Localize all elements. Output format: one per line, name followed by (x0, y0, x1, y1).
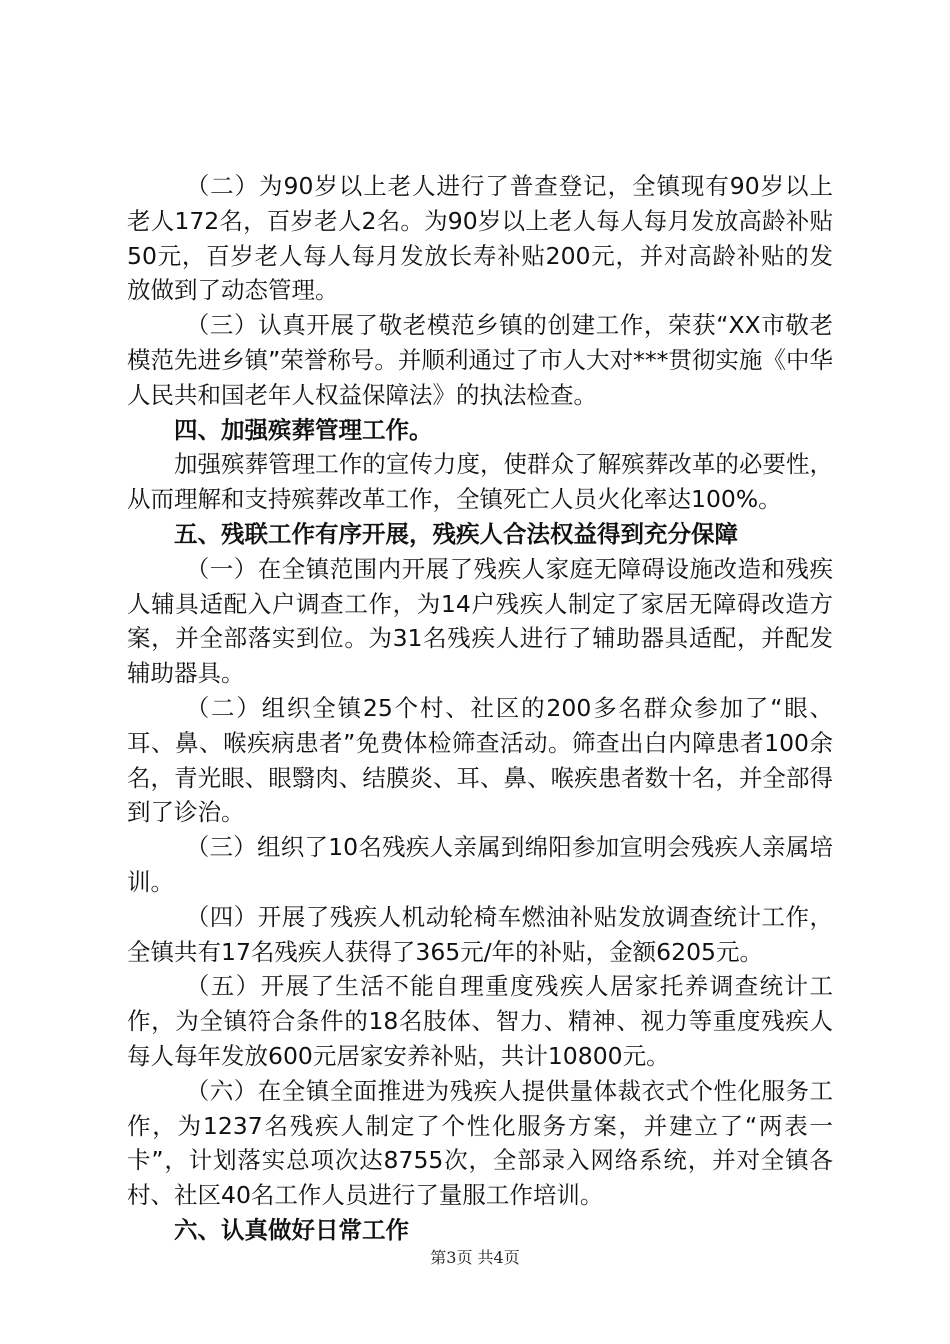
paragraph-barrier-free: （一）在全镇范围内开展了残疾人家庭无障碍设施改造和残疾人辅具适配入户调查工作，为14户残疾人制定了家居无障碍改造方案，并全部落实到位。为31名残疾人进行了辅助器具适配，并配发辅助器具。 (127, 554, 833, 688)
paragraph-model-town: （三）认真开展了敬老模范乡镇的创建工作，荣获“XX市敬老模范先进乡镇”荣誉称号。并顺利通过了市人大对***贯彻实施《中华人民共和国老年人权益保障法》的执法检查。 (127, 311, 833, 409)
paragraph-health-screening: （二）组织全镇25个村、社区的200多名群众参加了“眼、耳、鼻、喉疾病患者”免费体检筛查活动。筛查出白内障患者100余名，青光眼、眼翳肉、结膜炎、耳、鼻、喉疾患者数十名，并全部得到了诊治。 (127, 693, 833, 827)
paragraph-family-training: （三）组织了10名残疾人亲属到绵阳参加宣明会残疾人亲属培训。 (127, 833, 833, 896)
paragraph-personalized-service: （六）在全镇全面推进为残疾人提供量体裁衣式个性化服务工作，为1237名残疾人制定了个性化服务方案，并建立了“两表一卡”，计划落实总项次达8755次，全部录入网络系统，并对全镇各村、社区40名工作人员进行了量服工作培训。 (127, 1076, 833, 1210)
section-heading-funeral: 四、加强殡葬管理工作。 (174, 415, 433, 444)
paragraph-elderly-census: （二）为90岁以上老人进行了普查登记，全镇现有90岁以上老人172名，百岁老人2名。为90岁以上老人每人每月发放高龄补贴50元，百岁老人每人每月发放长寿补贴200元，并对高龄补贴的发放做到了动态管理。 (127, 172, 833, 305)
section-heading-daily-work: 六、认真做好日常工作 (174, 1215, 409, 1244)
paragraph-funeral-management: 加强殡葬管理工作的宣传力度，使群众了解殡葬改革的必要性，从而理解和支持殡葬改革工作，全镇死亡人员火化率达100%。 (127, 450, 833, 514)
section-heading-disabled: 五、残联工作有序开展，残疾人合法权益得到充分保障 (174, 519, 738, 548)
paragraph-home-care: （五）开展了生活不能自理重度残疾人居家托养调查统计工作，为全镇符合条件的18名肢体、智力、精神、视力等重度残疾人每人每年发放600元居家安养补贴，共计10800元。 (127, 972, 833, 1070)
paragraph-fuel-subsidy: （四）开展了残疾人机动轮椅车燃油补贴发放调查统计工作，全镇共有17名残疾人获得了365元/年的补贴，金额6205元。 (127, 902, 833, 966)
page-footer: 第3页 共4页 (430, 1248, 520, 1267)
document-body (127, 169, 833, 1248)
